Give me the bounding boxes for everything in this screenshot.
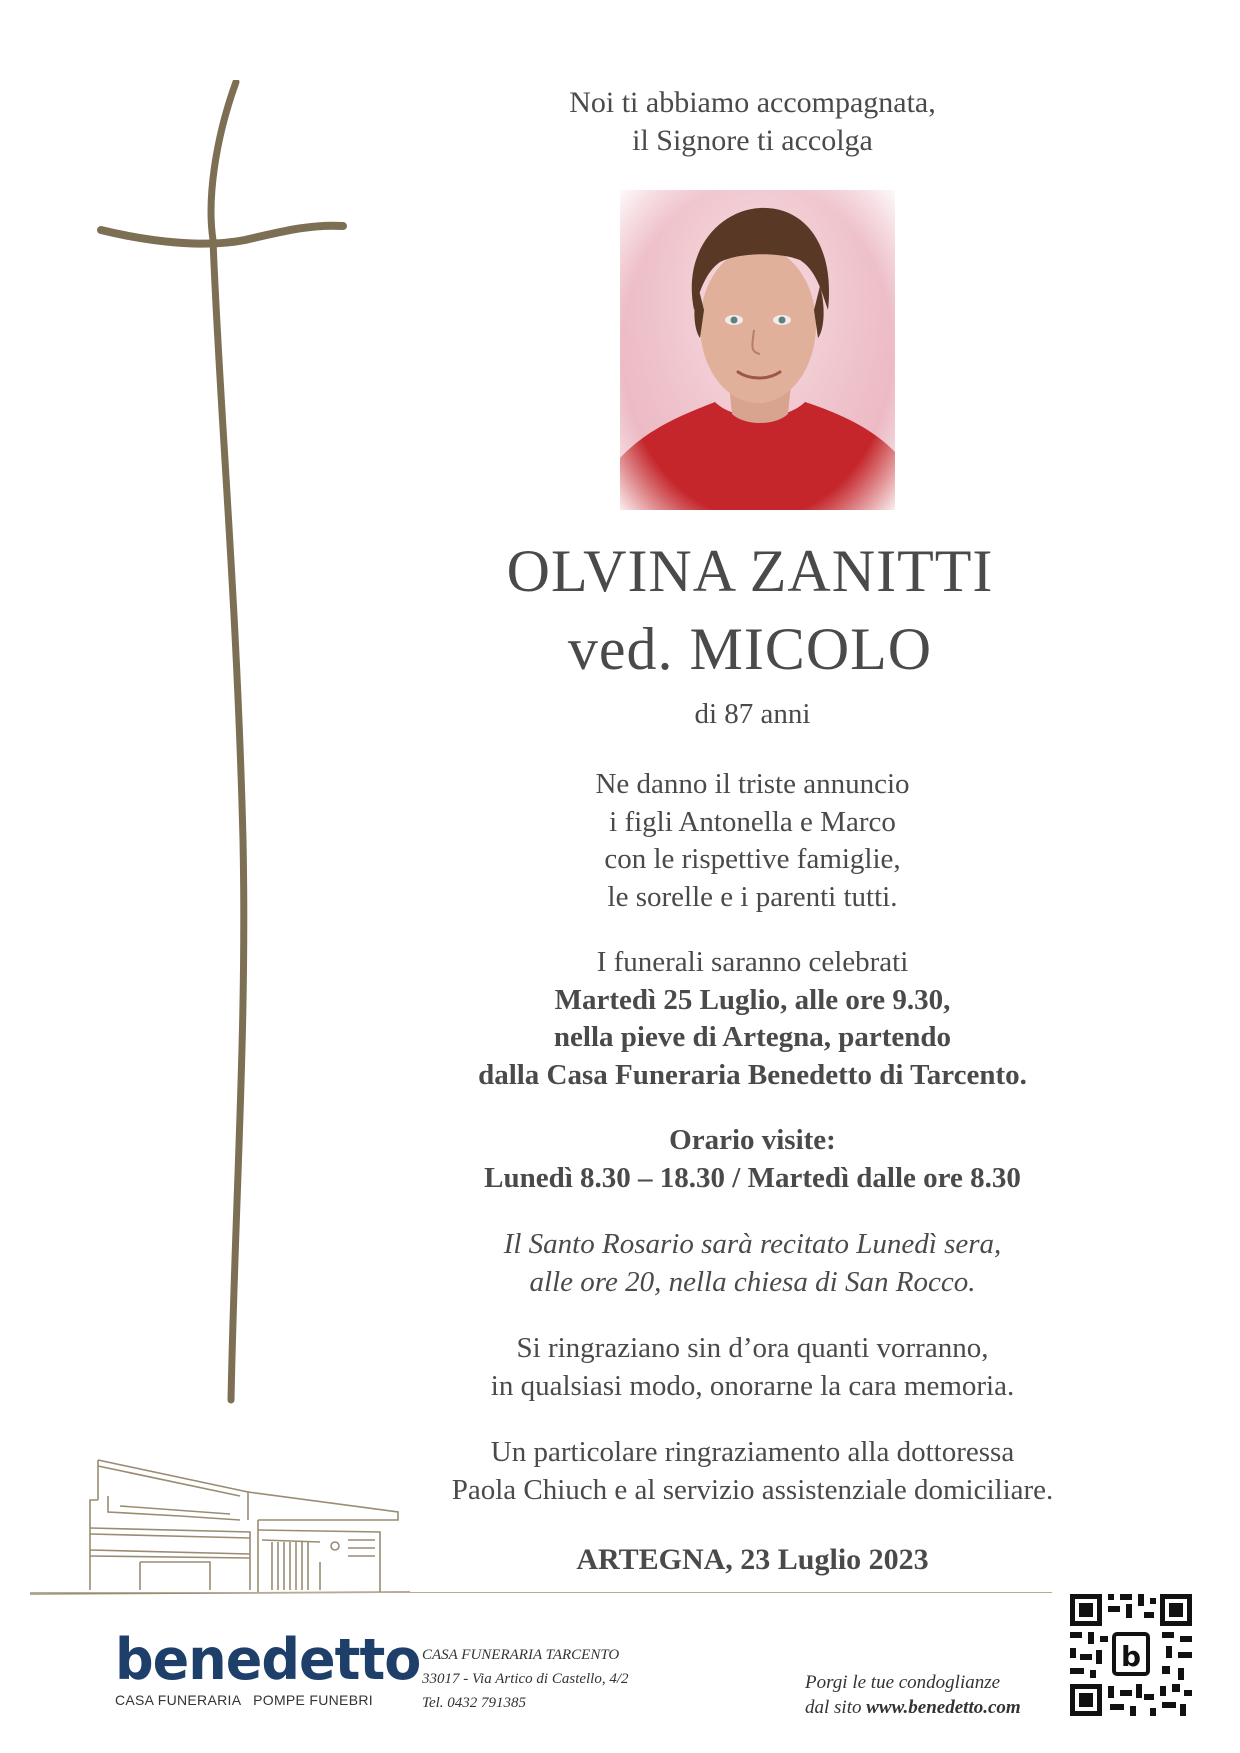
thanks-line: in qualsiasi modo, onorarne la cara memoria. bbox=[490, 1369, 1015, 1402]
thanks-paragraph bbox=[380, 1330, 1125, 1405]
address-line: CASA FUNERARIA TARCENTO bbox=[422, 1647, 620, 1663]
website-link[interactable]: www.benedetto.com bbox=[866, 1697, 1021, 1718]
quote-line: il Signore ti accolga bbox=[632, 124, 873, 157]
name-line: ved. MICOLO bbox=[567, 616, 933, 682]
funeral-line: nella pieve di Artegna, partendo bbox=[553, 1021, 952, 1053]
rosary-line: Il Santo Rosario sarà recitato Lunedì sera, bbox=[503, 1228, 1002, 1260]
rosary-line: alle ore 20, nella chiesa di San Rocco. bbox=[529, 1265, 976, 1298]
announcement-line: Ne danno il triste annuncio bbox=[595, 768, 910, 800]
visits-title: Orario visite: bbox=[669, 1124, 836, 1156]
deceased-name bbox=[400, 532, 1100, 688]
thanks-line: Si ringraziano sin d’ora quanti vorranno, bbox=[516, 1332, 989, 1364]
address-block bbox=[422, 1643, 629, 1715]
portrait-photo bbox=[620, 190, 895, 510]
portrait-illustration bbox=[620, 190, 895, 510]
cross-icon bbox=[95, 80, 355, 1410]
condolences-prefix: dal sito bbox=[805, 1697, 867, 1718]
funeral-home-building-drawing bbox=[30, 1450, 410, 1600]
brand-subtitle: CASA FUNERARIA POMPE FUNEBRI bbox=[115, 1692, 373, 1708]
qr-code-icon[interactable] bbox=[1066, 1590, 1196, 1720]
svg-text:b: b bbox=[1120, 1640, 1142, 1673]
condolences-line bbox=[805, 1695, 1021, 1720]
announcement-paragraph bbox=[380, 766, 1125, 916]
announcement-line: con le rispettive famiglie, bbox=[604, 843, 901, 875]
opening-quote bbox=[450, 84, 1055, 160]
brand-logo bbox=[115, 1626, 421, 1708]
announcement-line: i figli Antonella e Marco bbox=[609, 805, 896, 838]
visits-hours: Lunedì 8.30 – 18.30 / Martedì dalle ore 8.30 bbox=[484, 1161, 1021, 1194]
announcement-line: le sorelle e i parenti tutti. bbox=[607, 880, 898, 913]
quote-line: Noi ti abbiamo accompagnata, bbox=[569, 86, 936, 119]
special-thanks-paragraph bbox=[380, 1434, 1125, 1509]
funeral-paragraph bbox=[380, 944, 1125, 1094]
address-line: Tel. 0432 791385 bbox=[422, 1695, 527, 1711]
condolences-line: Porgi le tue condoglianze bbox=[805, 1672, 1001, 1693]
special-thanks-line: Paola Chiuch e al servizio assistenziale domiciliare. bbox=[451, 1473, 1054, 1506]
condolences-block bbox=[805, 1670, 1021, 1720]
brand-name: benedetto bbox=[115, 1626, 421, 1693]
funeral-line: Martedì 25 Luglio, alle ore 9.30, bbox=[554, 983, 951, 1016]
visits-paragraph bbox=[380, 1122, 1125, 1197]
funeral-intro: I funerali saranno celebrati bbox=[596, 946, 909, 978]
age-text: di 87 anni bbox=[694, 698, 811, 730]
rosary-paragraph bbox=[380, 1226, 1125, 1301]
special-thanks-line: Un particolare ringraziamento alla dottoressa bbox=[490, 1436, 1015, 1468]
name-line: OLVINA ZANITTI bbox=[506, 538, 994, 604]
place-date: ARTEGNA, 23 Luglio 2023 bbox=[576, 1543, 929, 1576]
address-line: 33017 - Via Artico di Castello, 4/2 bbox=[422, 1671, 629, 1687]
funeral-line: dalla Casa Funeraria Benedetto di Tarcento. bbox=[478, 1058, 1027, 1091]
footer-divider bbox=[30, 1592, 1052, 1593]
